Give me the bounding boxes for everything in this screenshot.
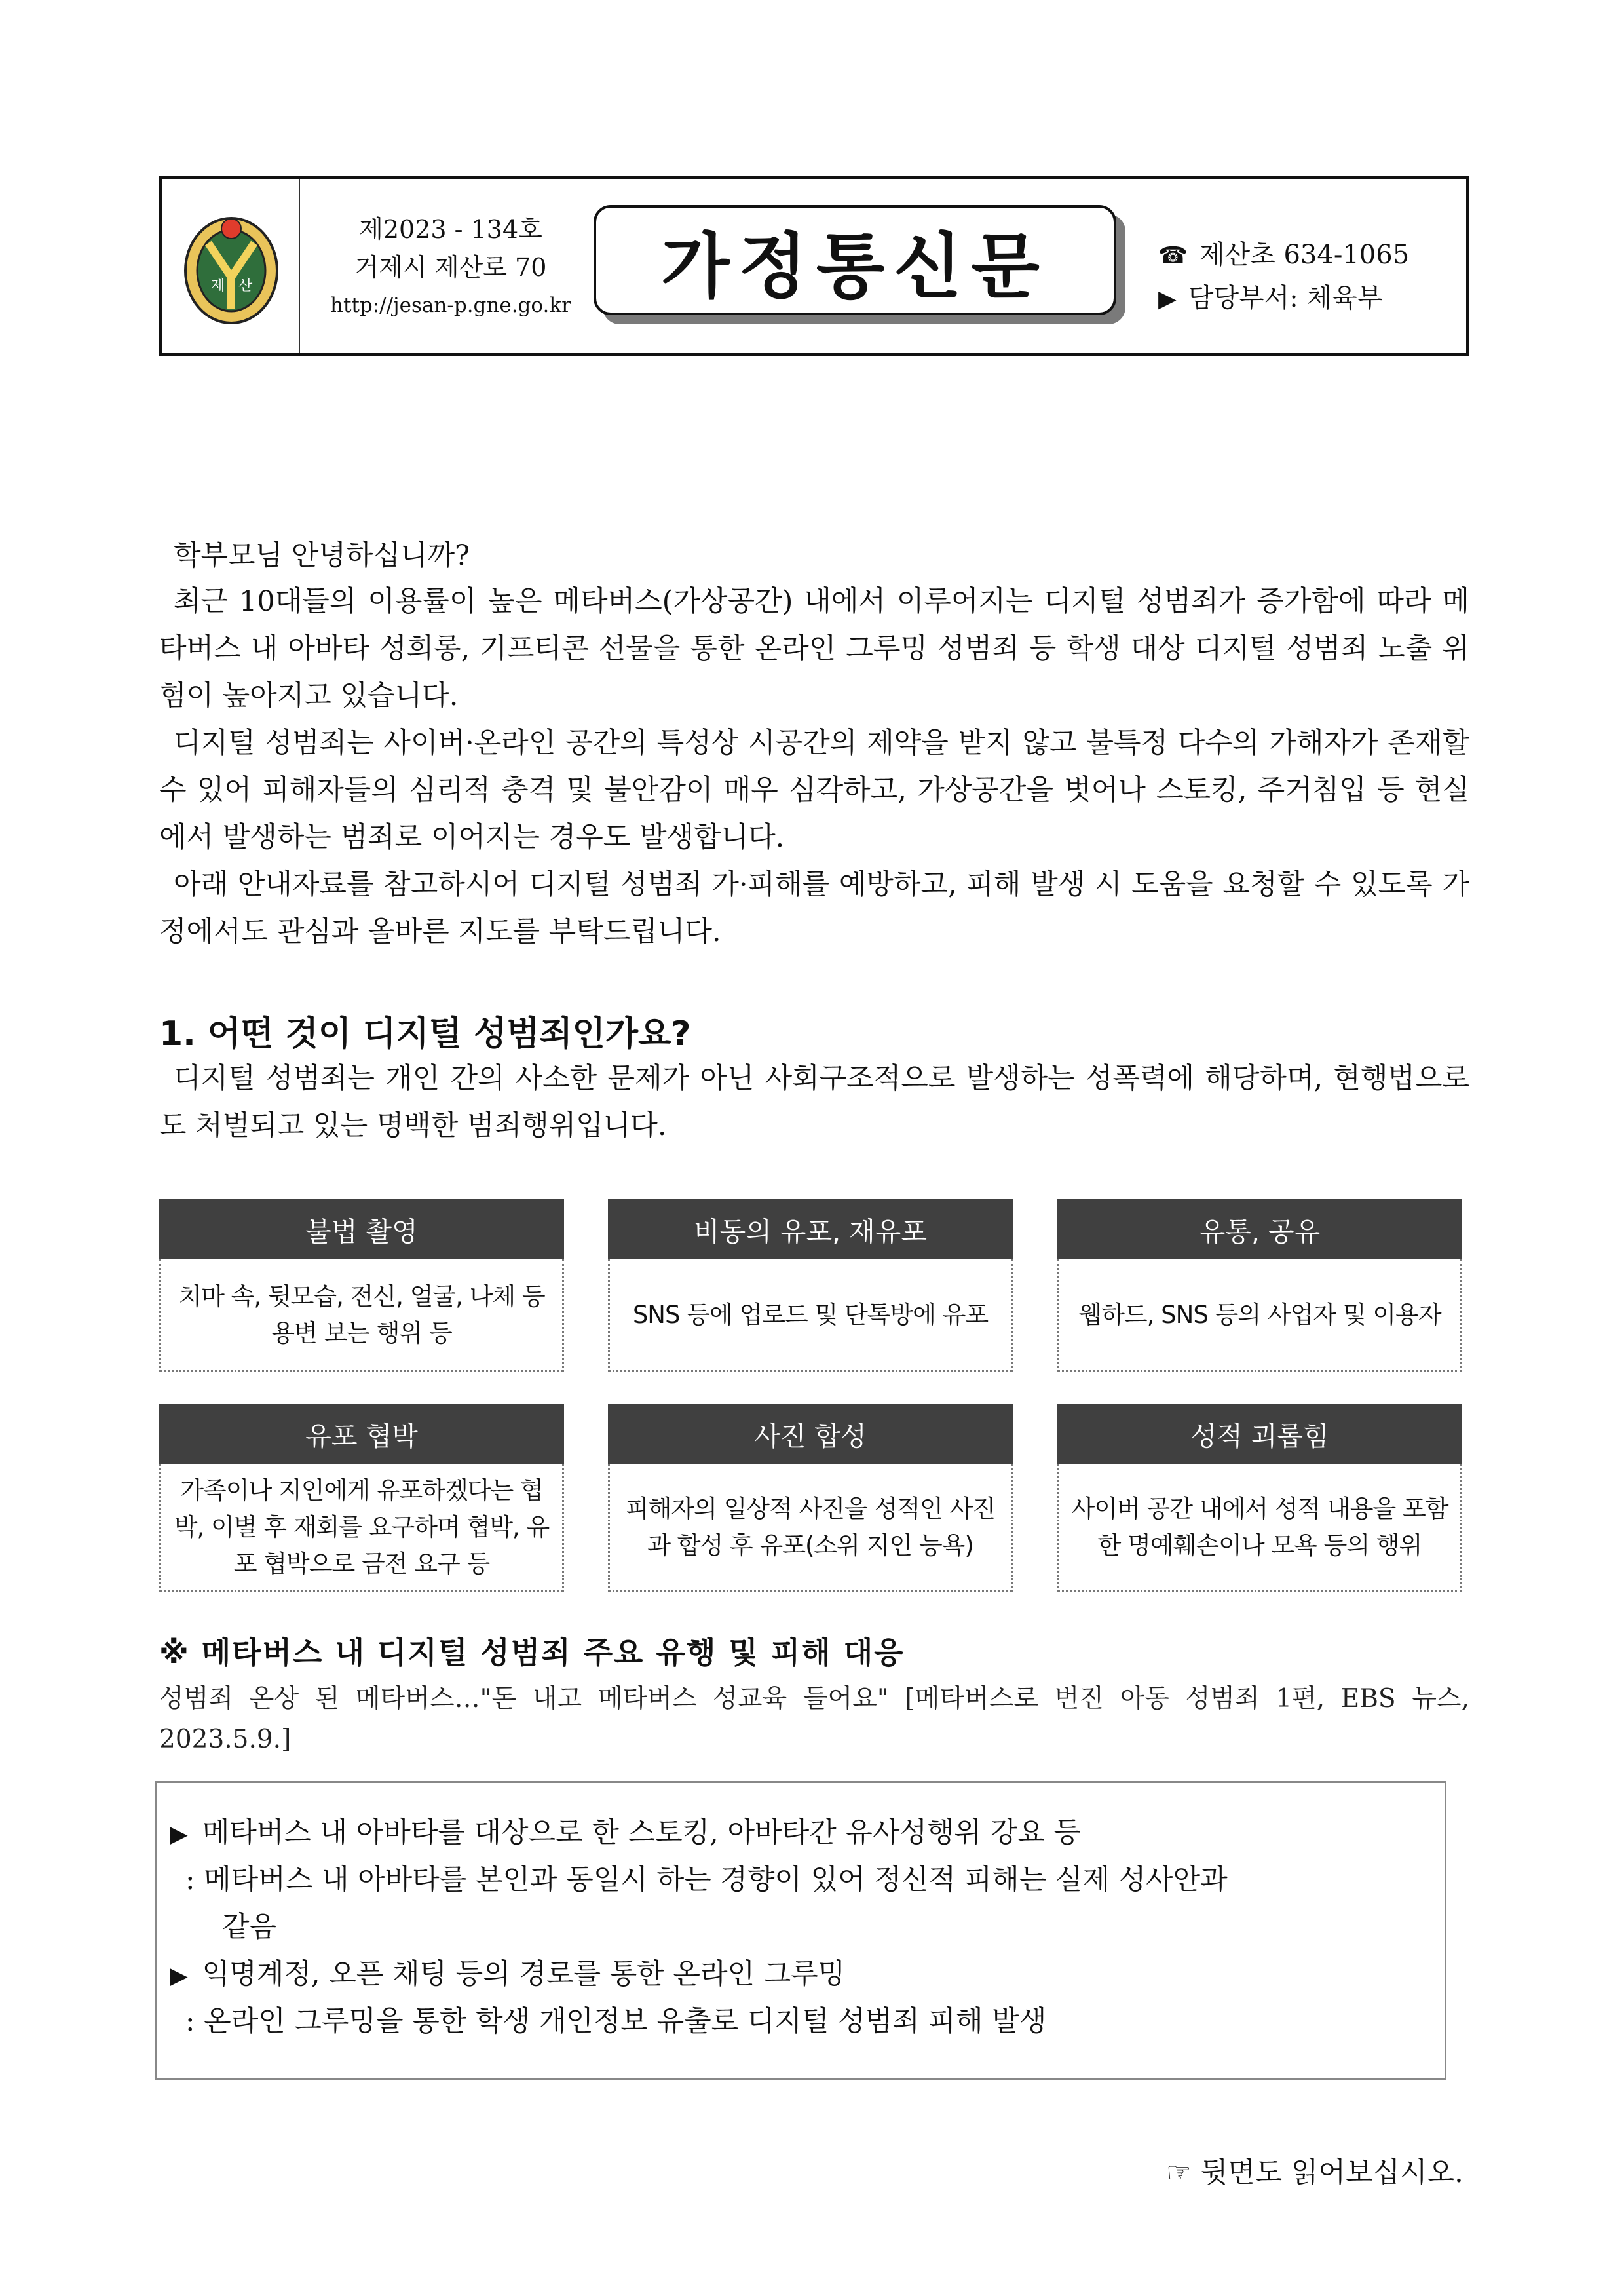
svg-text:제: 제	[211, 278, 225, 294]
card-distribution-sharing	[1057, 1199, 1462, 1372]
note-detail-cont: 같음	[222, 1911, 277, 1943]
greeting: 학부모님 안녕하십니까?	[174, 539, 470, 572]
card-heading: 사진 합성	[608, 1404, 1013, 1464]
intro-body	[159, 578, 1469, 955]
letter-info	[326, 210, 575, 324]
card-heading: 성적 괴롭힘	[1057, 1404, 1462, 1464]
card-text: SNS 등에 업로드 및 단톡방에 유포	[608, 1259, 1013, 1372]
contact-info	[1158, 234, 1409, 320]
phone-number: 제산초 634-1065	[1199, 240, 1410, 270]
note-detail: : 온라인 그루밍을 통한 학생 개인정보 유출로 디지털 성범죄 피해 발생	[185, 2005, 1047, 2038]
note-detail: : 메타버스 내 아바타를 본인과 동일시 하는 경향이 있어 정신적 피해는 실제 성사안과	[185, 1864, 1228, 1896]
card-text: 사이버 공간 내에서 성적 내용을 포함한 명예훼손이나 모욕 등의 행위	[1057, 1464, 1462, 1592]
logo-cell	[162, 179, 300, 353]
card-text: 치마 속, 뒷모습, 전신, 얼굴, 나체 등 용변 보는 행위 등	[159, 1259, 564, 1372]
issue-number: 제2023 - 134호	[359, 215, 542, 244]
card-heading: 유통, 공유	[1057, 1199, 1462, 1259]
card-heading: 비동의 유포, 재유포	[608, 1199, 1013, 1259]
card-heading: 불법 촬영	[159, 1199, 564, 1259]
triangle-right-icon: ▶	[170, 1962, 188, 1989]
card-text: 웹하드, SNS 등의 사업자 및 이용자	[1057, 1259, 1462, 1372]
page-title: 가정통신문	[661, 225, 1049, 308]
card-photo-synthesis	[608, 1404, 1013, 1592]
svg-text:산: 산	[238, 278, 253, 294]
title-box	[594, 205, 1116, 315]
card-illegal-filming	[159, 1199, 564, 1372]
telephone-icon: ☎	[1158, 242, 1188, 269]
school-address: 거제시 제산로 70	[354, 253, 547, 282]
note-source: 성범죄 온상 된 메타버스…"돈 내고 메타버스 성교육 들어요" [메타버스로 번진 아동 성범죄 1편, EBS 뉴스, 2023.5.9.]	[159, 1684, 1469, 1754]
card-text: 가족이나 지인에게 유포하겠다는 협박, 이별 후 재회를 요구하며 협박, 유포 협박으로 금전 요구 등	[159, 1464, 564, 1592]
card-heading: 유포 협박	[159, 1404, 564, 1464]
note-bullet: ▶ 익명계정, 오픈 채팅 등의 경로를 통한 온라인 그루밍	[170, 1958, 846, 1991]
card-nonconsensual-distribution	[608, 1199, 1013, 1372]
section-text: 디지털 성범죄는 개인 간의 사소한 문제가 아닌 사회구조적으로 발생하는 성폭력에 해당하며, 현행법으로도 처벌되고 있는 명백한 범죄행위입니다.	[159, 1062, 1469, 1142]
paragraph: 최근 10대들의 이용률이 높은 메타버스(가상공간) 내에서 이루어지는 디지털 성범죄가 증가함에 따라 메타버스 내 아바타 성희롱, 기프티콘 선물을 통한 온라인 그루밍 성범죄 등 학생 대상 디지털 성범죄 노출 위험이 높아지고 있습니다.	[159, 585, 1469, 712]
paragraph: 아래 안내자료를 참고하시어 디지털 성범죄 가·피해를 예방하고, 피해 발생 시 도움을 요청할 수 있도록 가정에서도 관심과 올바른 지도를 부탁드립니다.	[159, 868, 1469, 948]
card-text: 피해자의 일상적 사진을 성적인 사진과 합성 후 유포(소위 지인 능욕)	[608, 1464, 1013, 1592]
department: 담당부서: 체육부	[1188, 283, 1383, 313]
note-box	[155, 1781, 1446, 2080]
school-logo	[182, 205, 280, 327]
pointing-hand-icon: ☞	[1166, 2156, 1192, 2189]
note-bullet: ▶ 메타버스 내 아바타를 대상으로 한 스토킹, 아바타간 유사성행위 강요 등	[170, 1816, 1081, 1849]
paragraph: 디지털 성범죄는 사이버·온라인 공간의 특성상 시공간의 제약을 받지 않고 불특정 다수의 가해자가 존재할 수 있어 피해자들의 심리적 충격 및 불안감이 매우 심각하고, 가상공간을 벗어나 스토킹, 주거침입 등 현실에서 발생하는 범죄로 이어지는 경우도 발생합니다.	[159, 727, 1469, 854]
section-title: 1. 어떤 것이 디지털 성범죄인가요?	[159, 1014, 691, 1054]
school-url[interactable]: http://jesan-p.gne.go.kr	[330, 294, 571, 317]
letter-header	[159, 176, 1469, 356]
note-title: ※ 메타버스 내 디지털 성범죄 주요 유행 및 피해 대응	[159, 1635, 905, 1670]
card-distribution-threat	[159, 1404, 564, 1592]
card-sexual-harassment	[1057, 1404, 1462, 1592]
triangle-right-icon: ▶	[170, 1821, 188, 1848]
triangle-right-icon: ▶	[1158, 286, 1177, 313]
footer-note: ☞ 뒷면도 읽어보십시오.	[1166, 2156, 1463, 2189]
